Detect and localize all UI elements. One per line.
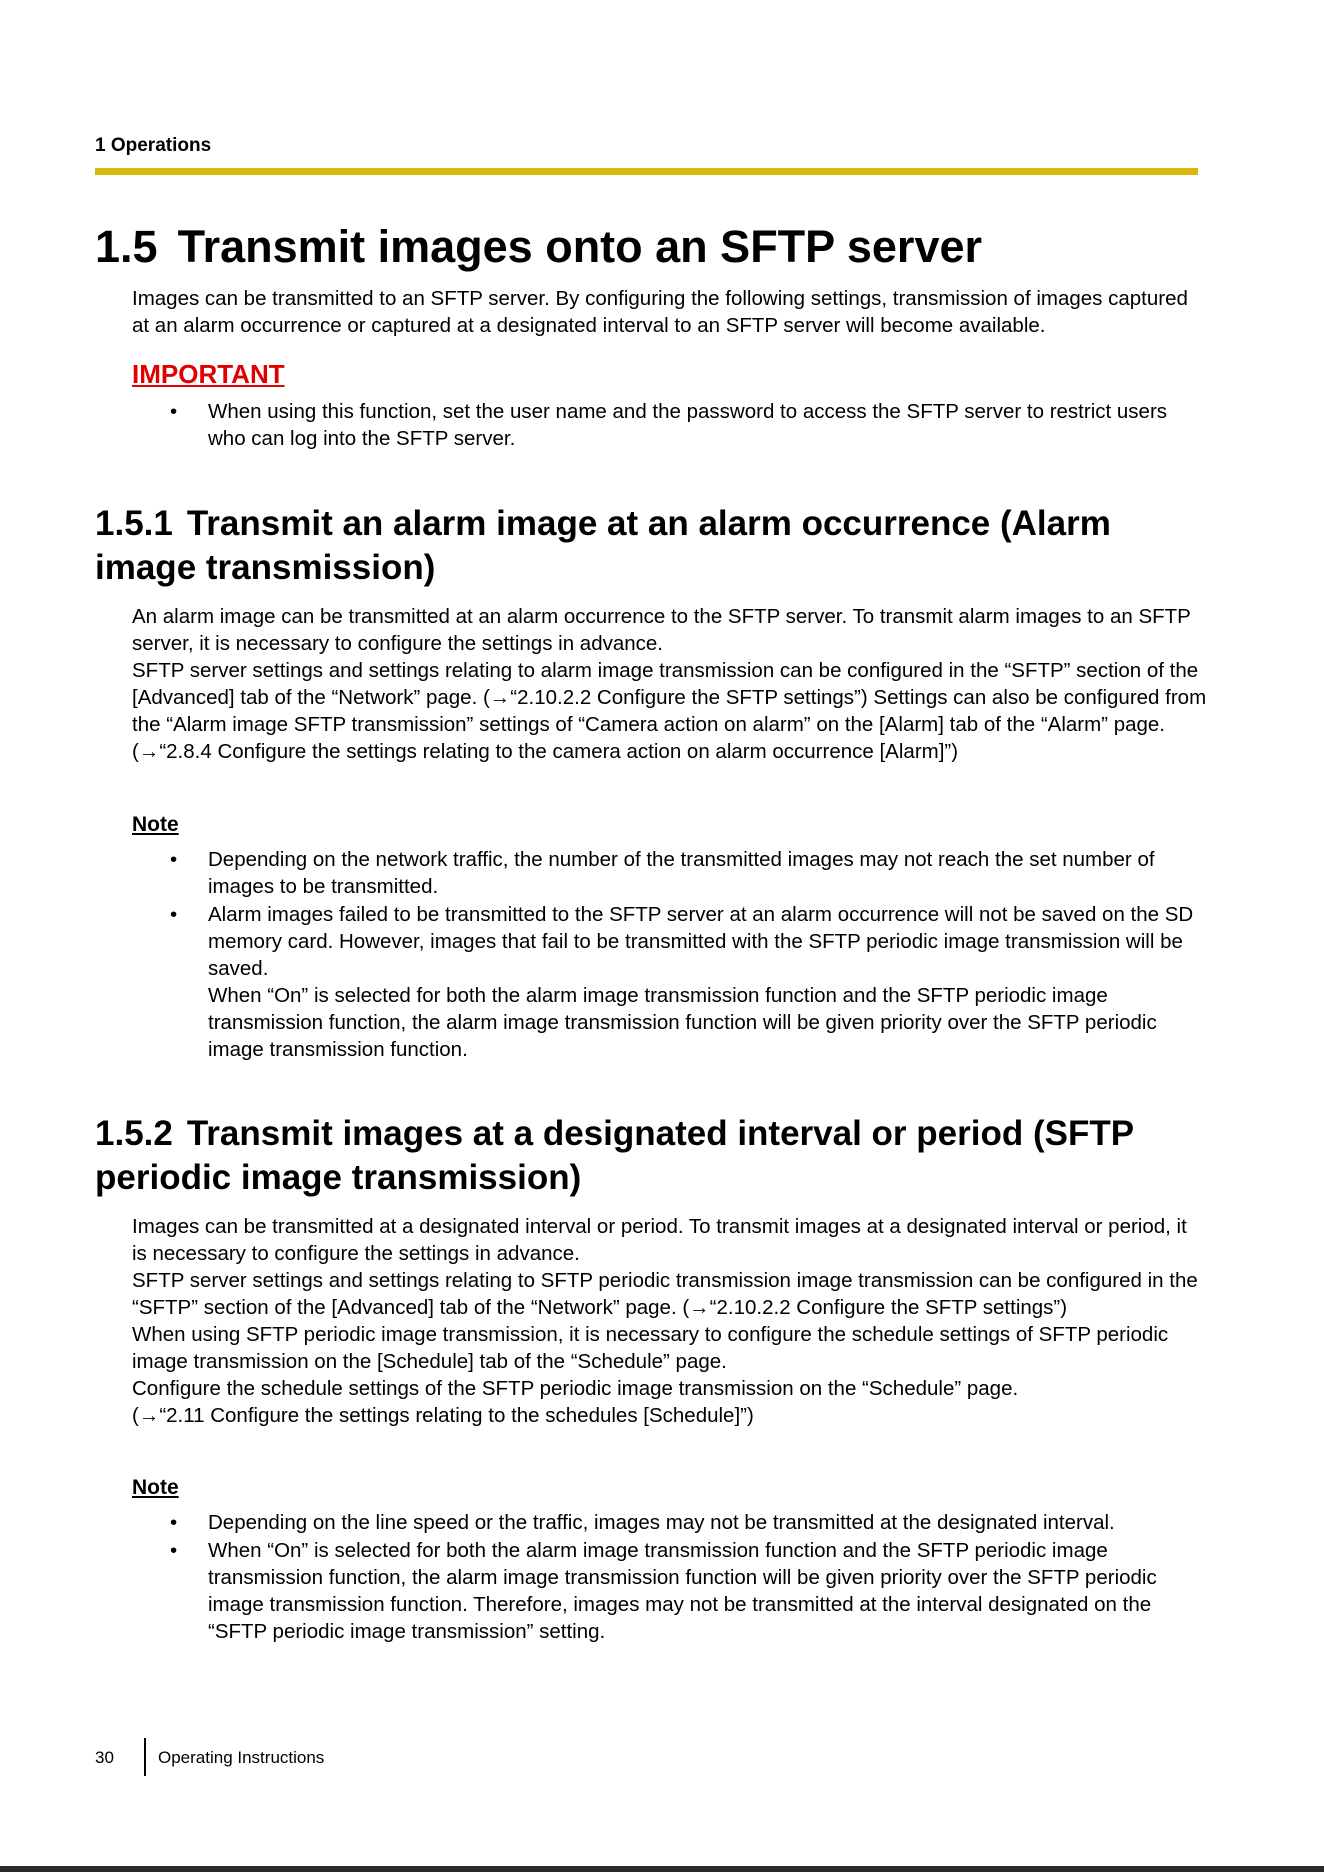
note-label: Note [132, 813, 179, 836]
list-item-text: Depending on the network traffic, the number of the transmitted images may not reach the set number of images to be transmitted. [208, 848, 1155, 898]
list-item-text: When using this function, set the user name and the password to access the SFTP server to restrict users who can log into the SFTP server. [208, 400, 1168, 450]
list-item [132, 398, 1207, 452]
paragraph: An alarm image can be transmitted at an alarm occurrence to the SFTP server. To transmit alarm images to an SFTP server, it is necessary to configure the settings in advance. [132, 605, 1191, 655]
section-1-5-heading [95, 220, 1215, 274]
list-item [132, 901, 1207, 1063]
list-item-text: Depending on the line speed or the traffic, images may not be transmitted at the designated interval. [208, 1511, 1115, 1534]
section-1-5-1-heading [95, 502, 1205, 590]
footer-divider [144, 1738, 146, 1776]
list-item-text: Alarm images failed to be transmitted to the SFTP server at an alarm occurrence will not be saved on the SD memory card. However, images that fail to be transmitted with the SFTP periodic image transmission will be saved. [208, 903, 1194, 980]
section-1-5-intro [132, 285, 1207, 339]
important-label: IMPORTANT [132, 359, 285, 389]
list-item [132, 1509, 1207, 1536]
section-title: Transmit images at a designated interval or period (SFTP periodic image transmission) [95, 1114, 1134, 1197]
paragraph: (→“2.11 Configure the settings relating to the schedules [Schedule]”) [132, 1404, 754, 1427]
paragraph: Configure the schedule settings of the SFTP periodic image transmission on the “Schedule” page. [132, 1377, 1019, 1400]
important-list [132, 398, 1207, 453]
section-number: 1.5 [95, 221, 158, 272]
footer-document-title: Operating Instructions [158, 1748, 325, 1767]
section-title: Transmit images onto an SFTP server [177, 221, 983, 272]
list-item-text: When “On” is selected for both the alarm image transmission function and the SFTP periodic image transmission function, the alarm image transmission function will be given priority over the SFTP periodic image transmission function. Therefore, images may not be transmitted at the interval designated on the “SFTP periodic image transmission” setting. [208, 1539, 1157, 1643]
bullet: • [170, 903, 178, 926]
bullet: • [170, 848, 178, 871]
section-title: Transmit an alarm image at an alarm occurrence (Alarm image transmission) [95, 504, 1111, 587]
note-list [132, 846, 1207, 1064]
note-label: Note [132, 1476, 179, 1499]
list-item [132, 1537, 1207, 1645]
bullet: • [170, 1539, 178, 1562]
paragraph: SFTP server settings and settings relating to alarm image transmission can be configured in the “SFTP” section of the [Advanced] tab of the “Network” page. (→“2.10.2.2 Configure the SFTP settings”) Settings can also be configured from the “Alarm image SFTP transmission” settings of “Camera action on alarm” on the [Alarm] tab of the “Alarm” page. (→“2.8.4 Configure the settings relating to the camera action on alarm occurrence [Alarm]”) [132, 659, 1207, 763]
section-1-5-1-body [132, 603, 1207, 765]
section-number: 1.5.2 [95, 1114, 173, 1153]
list-item-text: When “On” is selected for both the alarm image transmission function and the SFTP periodic image transmission function, the alarm image transmission function will be given priority over the SFTP periodic image transmission function. [208, 984, 1157, 1061]
header-rule [95, 168, 1198, 175]
section-number: 1.5.1 [95, 504, 173, 543]
section-1-5-2-heading [95, 1112, 1205, 1200]
list-item [132, 846, 1207, 900]
page-bottom-edge [0, 1866, 1324, 1872]
paragraph: SFTP server settings and settings relating to SFTP periodic transmission image transmission can be configured in the “SFTP” section of the [Advanced] tab of the “Network” page. (→“2.10.2.2 Configure the SFTP settings”) [132, 1269, 1198, 1319]
paragraph: Images can be transmitted to an SFTP server. By configuring the following settings, transmission of images captured at an alarm occurrence or captured at a designated interval to an SFTP server will become available. [132, 287, 1188, 337]
bullet: • [170, 400, 178, 423]
bullet: • [170, 1511, 178, 1534]
section-1-5-2-body [132, 1213, 1207, 1429]
page-number: 30 [95, 1748, 114, 1767]
paragraph: Images can be transmitted at a designated interval or period. To transmit images at a designated interval or period, it is necessary to configure the settings in advance. [132, 1215, 1187, 1265]
paragraph: When using SFTP periodic image transmission, it is necessary to configure the schedule settings of SFTP periodic image transmission on the [Schedule] tab of the “Schedule” page. [132, 1323, 1169, 1373]
note-list [132, 1509, 1207, 1646]
running-header: 1 Operations [95, 135, 212, 156]
